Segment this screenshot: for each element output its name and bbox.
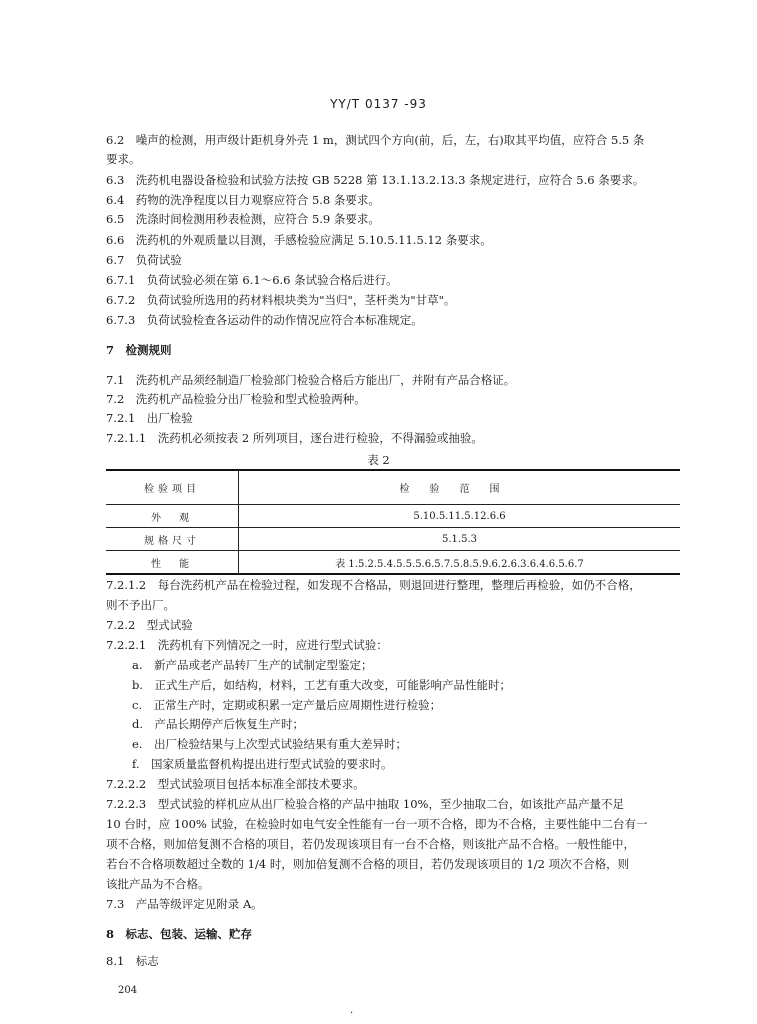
para-6-7-3: 6.7.3 负荷试验检查各运动件的动作情况应符合本标准规定。 [106,313,423,327]
section-8-heading: 8 标志、包装、运输、贮存 [106,927,253,941]
table-cell: 规格尺寸 [106,528,239,551]
table-row [106,505,680,528]
para-7-2-2-3: 7.2.2.3 型式试验的样机应从出厂检验合格的产品中抽取 10%，至少抽取二台，如该批产品产量不足 [106,797,624,811]
table-row [106,551,680,575]
table-2-title: 表 2 [367,453,390,467]
para-6-3: 6.3 洗药机电器设备检验和试验方法按 GB 5228 第 13.1.13.2.13.3 条规定进行，应符合 5.6 条要求。 [106,173,645,187]
list-item-d: d. 产品长期停产后恢复生产时； [132,717,305,731]
para-7-2-2-2: 7.2.2.2 型式试验项目包括本标准全部技术要求。 [106,777,365,791]
para-6-5: 6.5 洗涤时间检测用秒表检测，应符合 5.9 条要求。 [106,212,380,226]
table-cell: 性 能 [106,551,239,575]
document-header: YY/T 0137 -93 [330,97,427,111]
para-7-1: 7.1 洗药机产品须经制造厂检验部门检验合格后方能出厂，并附有产品合格证。 [106,373,516,387]
para-6-2: 6.2 噪声的检测，用声级计距机身外壳 1 m，测试四个方向(前，后，左，右)取其平均值，应符合 5.5 条 [106,133,645,147]
list-item-a: a. 新产品或老产品转厂生产的试制定型鉴定； [132,658,373,672]
table-header-item: 检验项目 [106,470,239,505]
list-item-e: e. 出厂检验结果与上次型式试验结果有重大差异时； [132,737,407,751]
para-7-2-1-1: 7.2.1.1 洗药机必须按表 2 所列项目，逐台进行检验，不得漏验或抽验。 [106,431,483,445]
para-7-2-1: 7.2.1 出厂检验 [106,411,193,425]
para-6-7: 6.7 负荷试验 [106,253,182,267]
table-cell: 外 观 [106,505,239,528]
inspection-table [106,469,680,575]
para-6-7-2: 6.7.2 负荷试验所选用的药材料根块类为"当归"，茎杆类为"甘草"。 [106,293,456,307]
para-7-2-2-3-cont3: 若台不合格项数超过全数的 1/4 时，则加倍复测不合格的项目，若仍发现该项目的 1/2 项次不合格，则 [106,857,630,871]
list-item-b: b. 正式生产后，如结构，材料，工艺有重大改变，可能影响产品性能时； [132,678,512,692]
para-8-1: 8.1 标志 [106,954,159,968]
table-cell: 5.10.5.11.5.12.6.6 [239,505,681,528]
page-number: 204 [118,985,138,996]
para-7-2-2-3-cont4: 该批产品为不合格。 [106,877,210,891]
para-6-4: 6.4 药物的洗净程度以目力观察应符合 5.8 条要求。 [106,193,380,207]
para-6-6: 6.6 洗药机的外观质量以目测，手感检验应满足 5.10.5.11.5.12 条要求。 [106,233,492,247]
para-7-2-1-2-cont: 则不予出厂。 [106,598,175,612]
para-7-2-2-3-cont2: 项不合格，则加倍复测不合格的项目，若仍发现该项目有一台不合格，则该批产品不合格。一般性能中， [106,837,635,851]
para-7-2-1-2: 7.2.1.2 每台洗药机产品在检验过程，如发现不合格品，则退回进行整理，整理后再检验，如仍不合格， [106,578,641,592]
table-header-scope: 检验范围 [239,470,681,505]
list-item-c: c. 正常生产时，定期或积累一定产量后应周期性进行检验； [132,698,442,712]
table-row [106,528,680,551]
table-cell: 5.1.5.3 [239,528,681,551]
para-7-2-2-1: 7.2.2.1 洗药机有下列情况之一时，应进行型式试验： [106,638,388,652]
para-7-2-2: 7.2.2 型式试验 [106,618,193,632]
table-cell: 表 1.5.2.5.4.5.5.5.6.5.7.5.8.5.9.6.2.6.3.6.4.6.5.6.7 [239,551,681,575]
para-7-2-2-3-cont1: 10 台时，应 100% 试验，在检验时如电气安全性能有一台一项不合格，即为不合格，主要性能中二台有一 [106,817,648,831]
section-7-heading: 7 检测规则 [106,343,172,357]
para-7-3: 7.3 产品等级评定见附录 A。 [106,897,263,911]
footer-mark: · [350,1008,354,1019]
list-item-f: f. 国家质量监督机构提出进行型式试验的要求时。 [132,757,393,771]
para-7-2: 7.2 洗药机产品检验分出厂检验和型式检验两种。 [106,392,366,406]
table-header-row [106,470,680,505]
para-6-7-1: 6.7.1 负荷试验必须在第 6.1～6.6 条试验合格后进行。 [106,273,398,287]
para-6-2-cont: 要求。 [106,152,141,166]
